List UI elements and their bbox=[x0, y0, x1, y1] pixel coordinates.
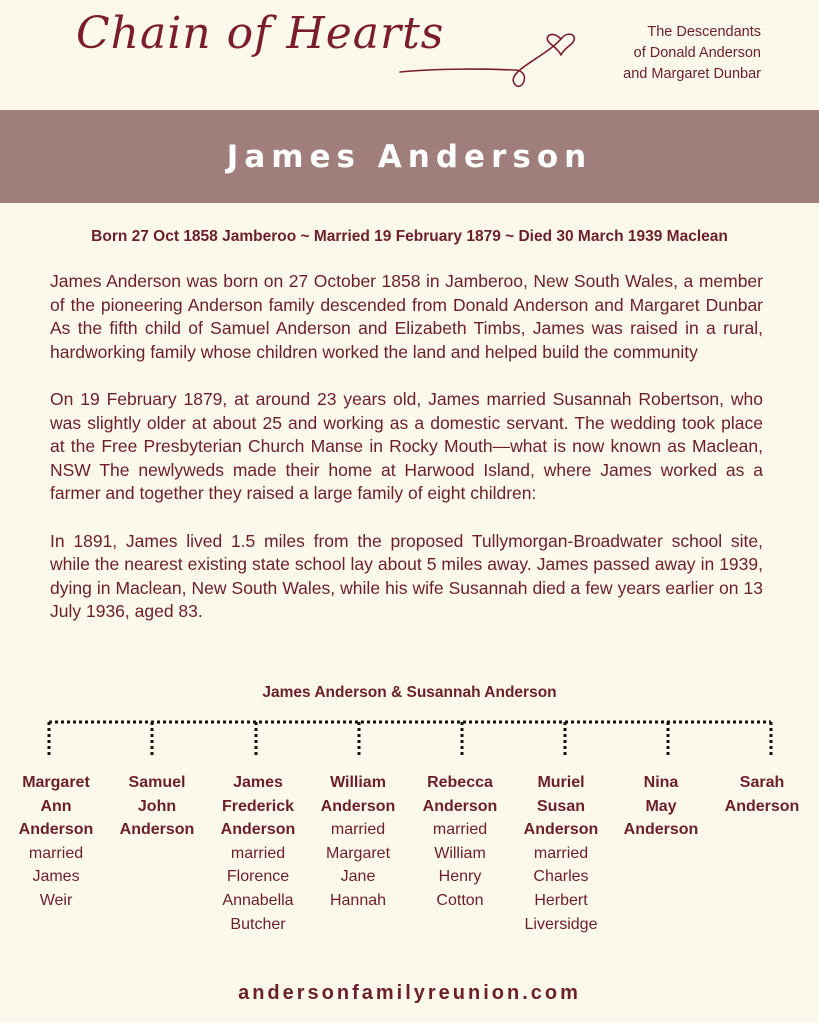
child-william bbox=[307, 771, 409, 913]
child-name: Nina bbox=[643, 774, 679, 791]
child-spouse: Weir bbox=[39, 891, 73, 909]
child-spouse: Henry bbox=[438, 868, 482, 886]
child-spouse: Liversidge bbox=[524, 915, 598, 933]
tagline-line: The Descendants bbox=[647, 24, 761, 40]
child-spouse: Charles bbox=[533, 868, 589, 886]
child-samuel bbox=[106, 771, 208, 842]
child-name: Susan bbox=[536, 797, 585, 815]
biography bbox=[50, 270, 763, 648]
life-dates: Born 27 Oct 1858 Jamberoo ~ Married 19 February 1879 ~ Died 30 March 1939 Maclean bbox=[91, 228, 728, 245]
child-name: Rebecca bbox=[427, 774, 493, 791]
child-name: Muriel bbox=[537, 774, 585, 791]
child-name: Frederick bbox=[221, 797, 295, 815]
child-name: Anderson bbox=[724, 797, 800, 815]
child-name: John bbox=[137, 797, 177, 815]
child-name: Margaret bbox=[22, 774, 90, 791]
bio-paragraph: On 19 February 1879, at around 23 years old, James married Susannah Robertson, who was slightly older at about 25 and working as a domestic servant. The wedding took place at the Free Presbyterian Church Manse in Rocky Mouth—what is now known as Maclean, NSW The newlyweds made their home at Harwood Island, where James worked as a farmer and together they raised a large family of eight children: bbox=[50, 388, 763, 504]
child-name: William bbox=[330, 774, 386, 791]
child-spouse: married bbox=[330, 821, 386, 839]
child-james bbox=[207, 771, 309, 936]
child-spouse: Margaret bbox=[325, 844, 391, 862]
child-spouse: Herbert bbox=[534, 891, 588, 909]
child-name: Anderson bbox=[320, 797, 396, 815]
child-name: Anderson bbox=[523, 821, 599, 839]
tagline-line: of Donald Anderson bbox=[633, 45, 761, 61]
child-name: Anderson bbox=[220, 821, 296, 839]
child-name: Anderson bbox=[422, 797, 498, 815]
child-name: Anderson bbox=[119, 821, 195, 839]
child-nina bbox=[610, 771, 712, 842]
child-spouse: Jane bbox=[340, 868, 376, 886]
bio-paragraph: James Anderson was born on 27 October 1858 in Jamberoo, New South Wales, a member of the pioneering Anderson family descended from Donald Anderson and Margaret Dunbar As the fifth child of Samuel Anderson and Elizabeth Timbs, James was raised in a rural, hardworking family whose children worked the land and helped build the community bbox=[50, 271, 763, 362]
child-spouse: married bbox=[533, 844, 589, 862]
tagline-line: and Margaret Dunbar bbox=[623, 66, 761, 82]
tagline bbox=[541, 22, 761, 85]
child-spouse: James bbox=[32, 868, 80, 886]
child-name: Samuel bbox=[128, 774, 186, 791]
header bbox=[0, 0, 819, 110]
child-spouse: Hannah bbox=[329, 891, 387, 909]
child-spouse: Annabella bbox=[222, 891, 294, 909]
website-link[interactable]: andersonfamilyreunion.com bbox=[238, 982, 581, 1004]
page-title: James Anderson bbox=[226, 138, 593, 175]
child-muriel bbox=[510, 771, 612, 936]
family-tree-connector bbox=[0, 718, 819, 778]
child-name: Ann bbox=[40, 797, 72, 815]
child-spouse: married bbox=[28, 844, 84, 862]
child-name: Sarah bbox=[739, 774, 785, 791]
child-spouse: married bbox=[230, 844, 286, 862]
child-name: May bbox=[645, 797, 677, 815]
child-name: Anderson bbox=[623, 821, 699, 839]
child-spouse: Cotton bbox=[436, 891, 484, 909]
child-spouse: William bbox=[434, 844, 486, 862]
couple-heading: James Anderson & Susannah Anderson bbox=[262, 684, 557, 701]
logo-wordmark: Chain of Hearts bbox=[76, 8, 445, 59]
child-name: Anderson bbox=[18, 821, 94, 839]
title-banner bbox=[0, 110, 819, 203]
child-spouse: Butcher bbox=[230, 915, 286, 933]
child-name: James bbox=[233, 774, 283, 791]
child-rebecca bbox=[409, 771, 511, 913]
child-sarah bbox=[711, 771, 813, 818]
child-spouse: married bbox=[432, 821, 488, 839]
child-margaret bbox=[5, 771, 107, 913]
child-spouse: Florence bbox=[226, 868, 290, 886]
bio-paragraph: In 1891, James lived 1.5 miles from the proposed Tullymorgan-Broadwater school site, while the nearest existing state school lay about 5 miles away. James passed away in 1939, dying in Maclean, New South Wales, while his wife Susannah died a few years earlier on 13 July 1936, aged 83. bbox=[50, 530, 763, 622]
